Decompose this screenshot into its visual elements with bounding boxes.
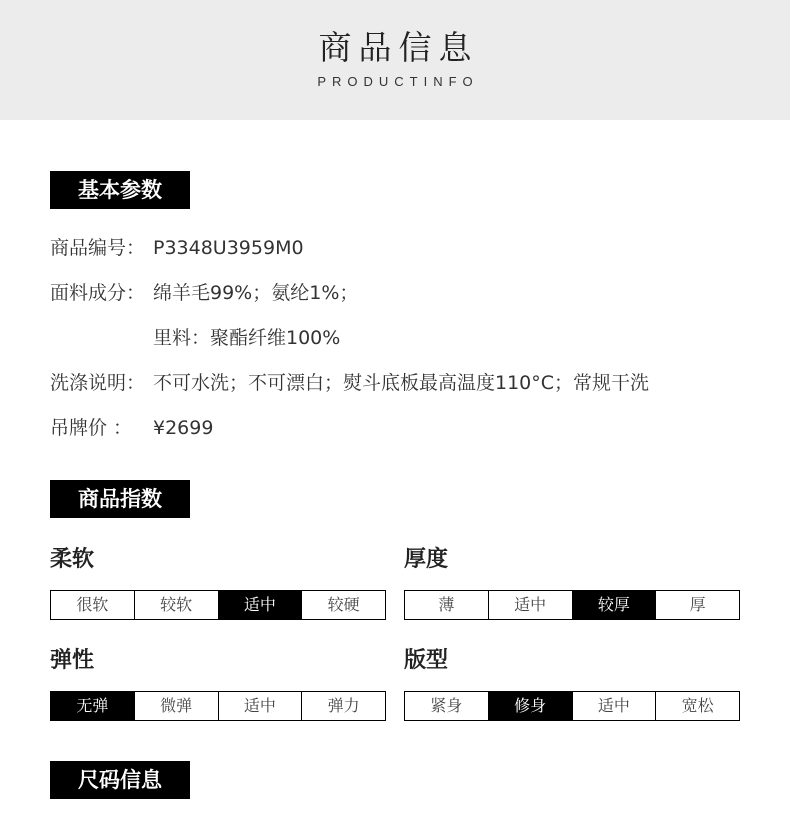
scale-option: 适中 bbox=[489, 591, 573, 619]
param-value: ¥2699 bbox=[153, 417, 214, 439]
param-label: 洗涤说明： bbox=[50, 372, 146, 394]
param-row-fabric bbox=[50, 271, 750, 316]
metric-elasticity bbox=[50, 646, 386, 721]
param-row-washing bbox=[50, 361, 750, 406]
param-row-tag-price bbox=[50, 406, 750, 451]
scale-option: 较硬 bbox=[327, 595, 360, 614]
param-label-spacer bbox=[50, 316, 153, 361]
scale-option: 适中 bbox=[219, 591, 303, 619]
metric-thickness bbox=[404, 545, 740, 620]
scale-option: 宽松 bbox=[681, 696, 714, 715]
scale-option: 紧身 bbox=[405, 692, 489, 720]
param-value: 不可水洗；不可漂白；熨斗底板最高温度110°C；常规干洗 bbox=[153, 372, 650, 394]
scale-option: 厚 bbox=[689, 595, 706, 614]
section-label-product-index: 商品指数 bbox=[50, 480, 190, 518]
metric-scale bbox=[404, 590, 740, 620]
param-label: 面料成分： bbox=[50, 282, 146, 304]
scale-option: 无弹 bbox=[51, 692, 135, 720]
scale-option: 适中 bbox=[219, 692, 303, 720]
metric-scale bbox=[50, 590, 386, 620]
metric-fit bbox=[404, 646, 740, 721]
section-label-basic-params: 基本参数 bbox=[50, 171, 190, 209]
param-label: 商品编号： bbox=[50, 237, 146, 259]
basic-params-list bbox=[50, 226, 750, 451]
metric-scale bbox=[50, 691, 386, 721]
param-row-product-code bbox=[50, 226, 750, 271]
param-value: P3348U3959M0 bbox=[153, 237, 304, 259]
scale-option: 薄 bbox=[405, 591, 489, 619]
scale-option: 较软 bbox=[135, 591, 219, 619]
metric-name: 柔软 bbox=[50, 547, 95, 572]
metric-name: 厚度 bbox=[404, 547, 449, 572]
section-label-size-info: 尺码信息 bbox=[50, 761, 190, 799]
scale-option: 很软 bbox=[51, 591, 135, 619]
scale-option: 弹力 bbox=[327, 696, 360, 715]
page-subtitle: PRODUCTINFO bbox=[317, 74, 479, 89]
param-label: 吊牌价 ： bbox=[50, 417, 133, 439]
metric-name: 版型 bbox=[404, 648, 449, 673]
metric-scale bbox=[404, 691, 740, 721]
scale-option: 较厚 bbox=[573, 591, 657, 619]
page-header bbox=[0, 0, 790, 120]
metric-name: 弹性 bbox=[50, 648, 95, 673]
param-value: 里料：聚酯纤维100% bbox=[153, 327, 341, 349]
metric-softness bbox=[50, 545, 386, 620]
scale-option: 微弹 bbox=[135, 692, 219, 720]
param-row-lining bbox=[50, 316, 750, 361]
scale-option: 适中 bbox=[573, 692, 657, 720]
page-title: 商品信息 bbox=[318, 28, 479, 67]
scale-option: 修身 bbox=[489, 692, 573, 720]
param-value: 绵羊毛99%；氨纶1%； bbox=[153, 282, 359, 304]
